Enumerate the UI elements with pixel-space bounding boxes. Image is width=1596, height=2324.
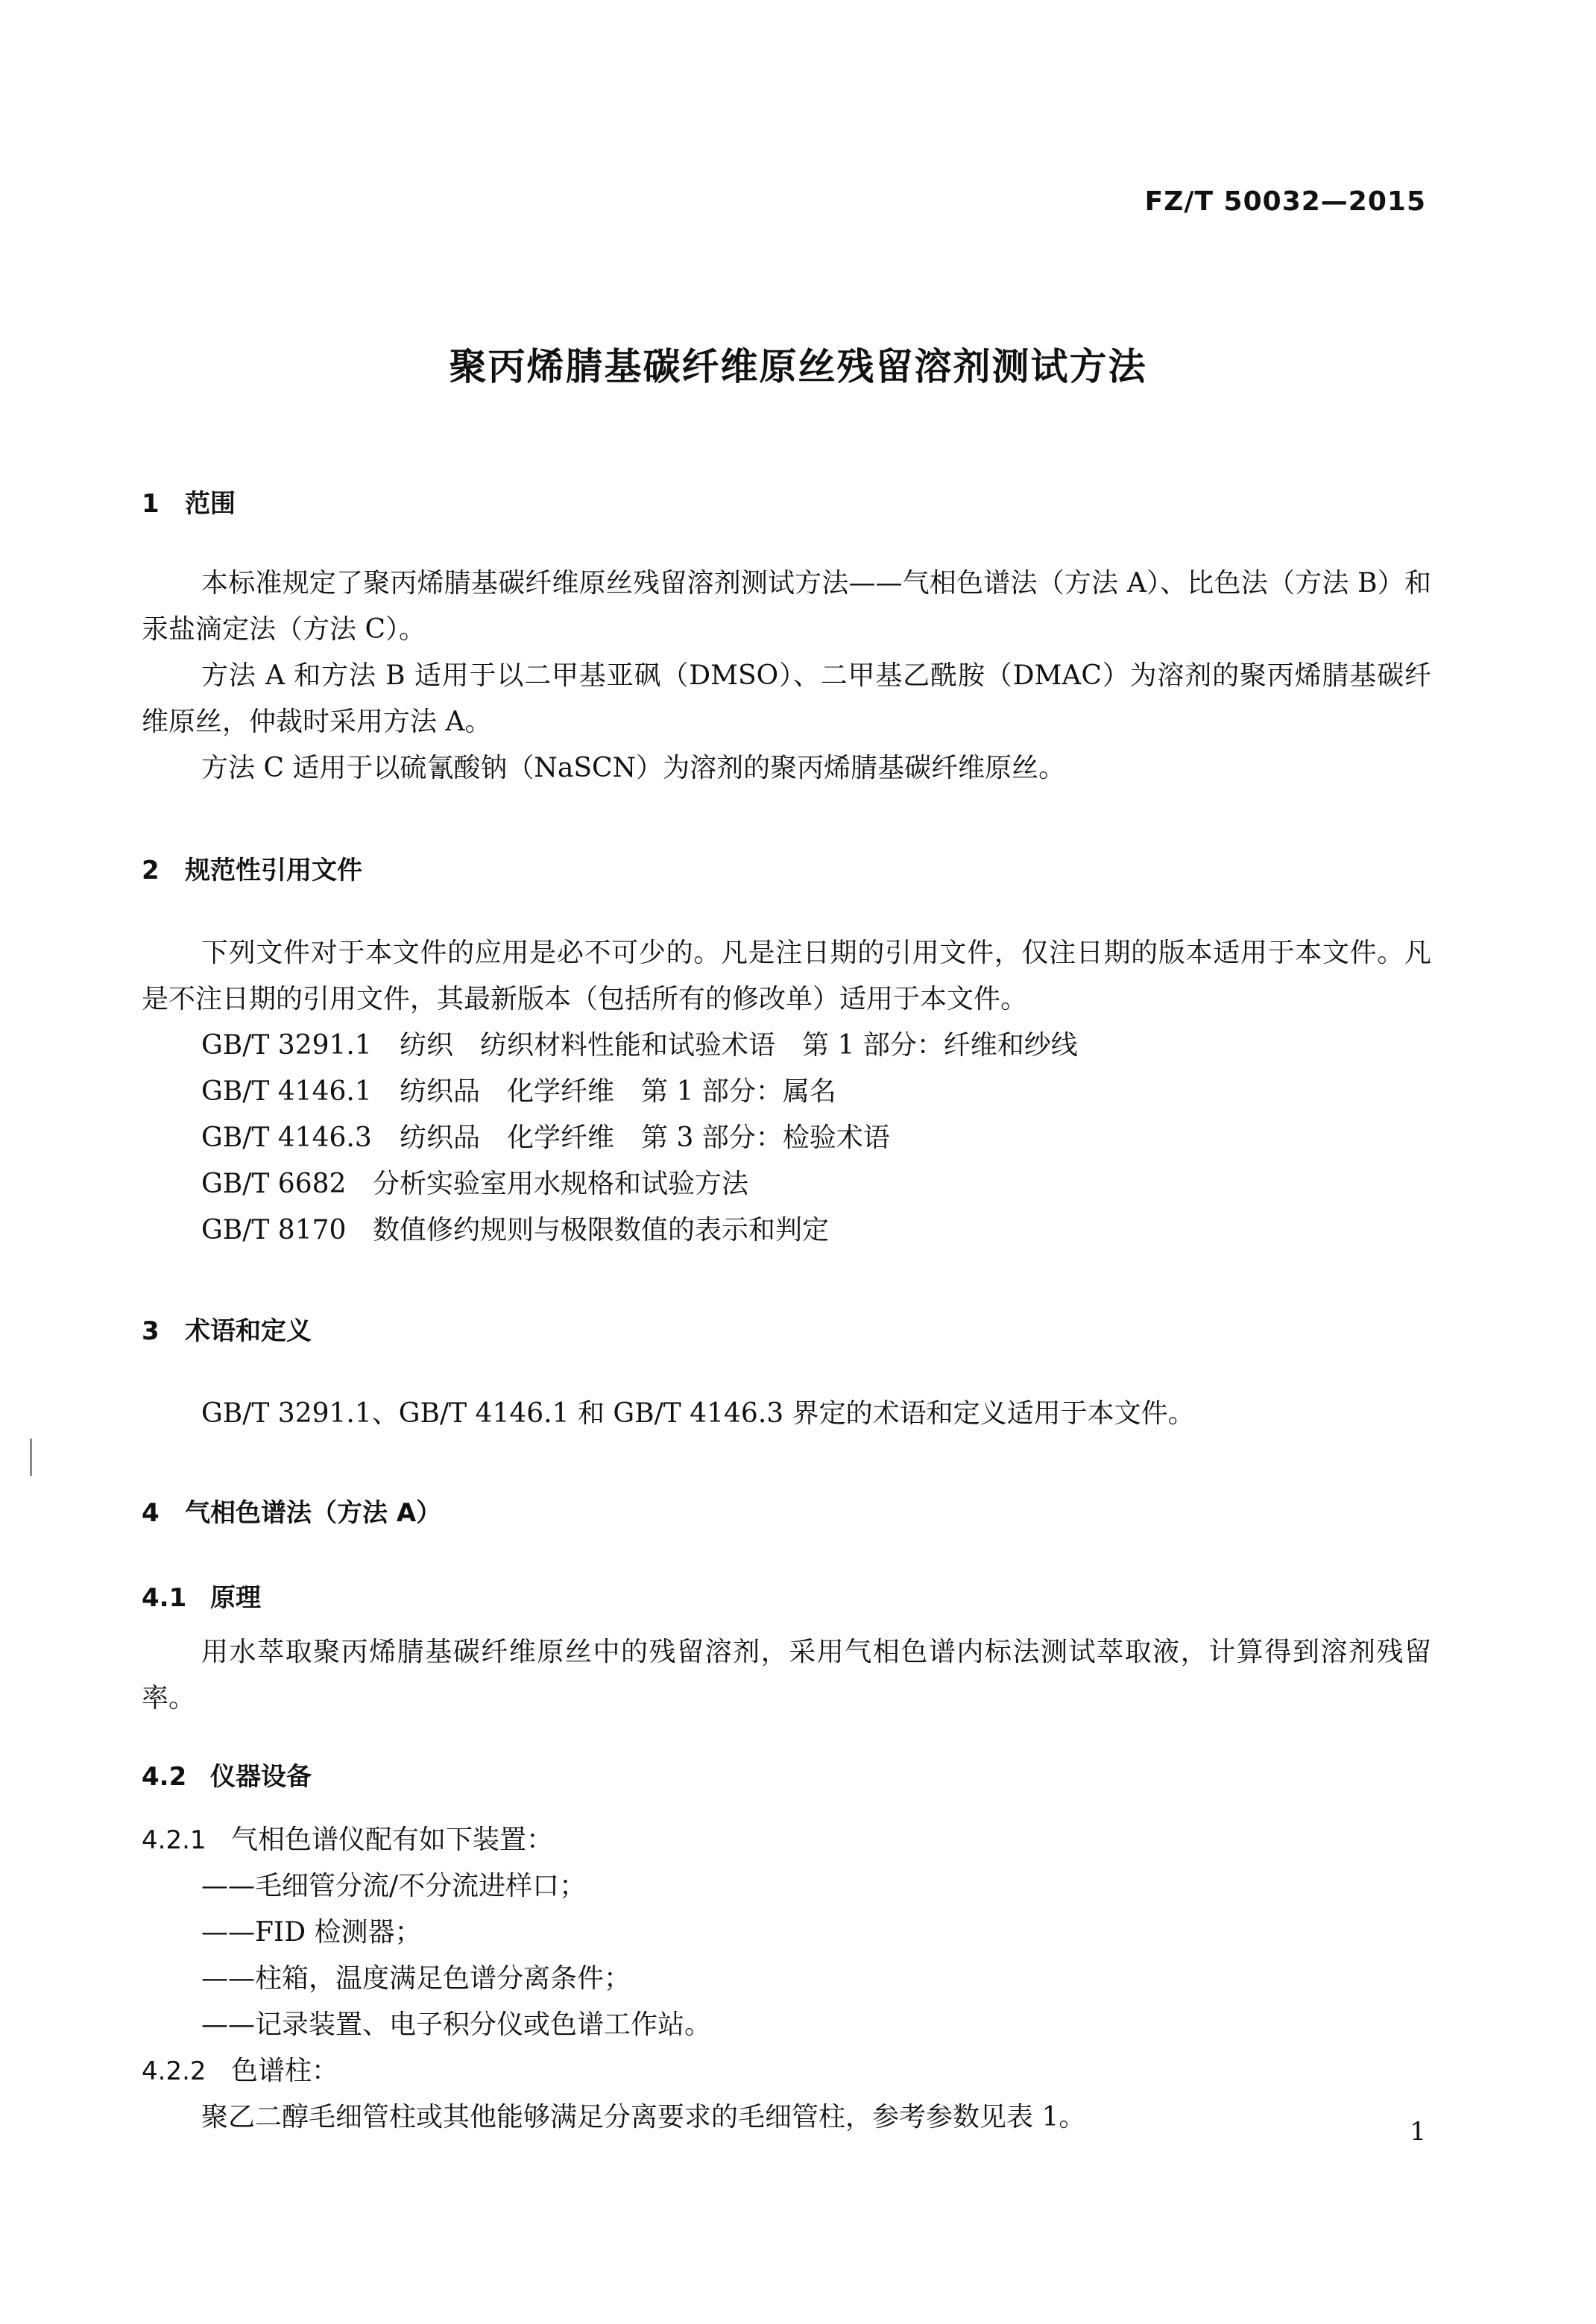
section-title: 规范性引用文件 xyxy=(185,856,362,885)
margin-mark xyxy=(30,1439,32,1476)
paragraph: 下列文件对于本文件的应用是必不可少的。凡是注日期的引用文件，仅注日期的版本适用于本文件。凡是不注日期的引用文件，其最新版本（包括所有的修改单）适用于本文件。 xyxy=(142,938,1431,1014)
section-4-2-body xyxy=(142,1817,1431,2141)
section-1-body xyxy=(142,561,1431,792)
reference-item: GB/T 3291.1 纺织 纺织材料性能和试验术语 第 1 部分：纤维和纱线 xyxy=(201,1030,1078,1061)
section-4 xyxy=(142,1492,1431,1529)
section-number: 1 xyxy=(142,489,160,519)
paragraph: 方法 C 适用于以硫氰酸钠（NaSCN）为溶剂的聚丙烯腈基碳纤维原丝。 xyxy=(201,753,1066,783)
section-3-body xyxy=(142,1391,1431,1437)
reference-item: GB/T 4146.1 纺织品 化学纤维 第 1 部分：属名 xyxy=(201,1076,836,1107)
section-2 xyxy=(142,850,1431,886)
section-title: 原理 xyxy=(210,1583,261,1613)
section-3 xyxy=(142,1310,1431,1347)
clause-4-2-2: 4.2.2 色谱柱： xyxy=(142,2056,339,2086)
section-1 xyxy=(142,483,1431,520)
section-3-heading xyxy=(142,1310,1431,1347)
section-4-1-body xyxy=(142,1629,1431,1722)
section-title: 气相色谱法（方法 A） xyxy=(185,1498,442,1528)
section-number: 4.1 xyxy=(142,1583,187,1613)
section-1-heading xyxy=(142,483,1431,520)
list-item: ——柱箱，温度满足色谱分离条件； xyxy=(201,1963,631,1994)
paragraph: 聚乙二醇毛细管柱或其他能够满足分离要求的毛细管柱，参考参数见表 1。 xyxy=(201,2102,1086,2132)
paragraph: 方法 A 和方法 B 适用于以二甲基亚砜（DMSO）、二甲基乙酰胺（DMAC）为溶剂的聚丙烯腈基碳纤维原丝，仲裁时采用方法 A。 xyxy=(142,660,1431,737)
list-item: ——FID 检测器； xyxy=(201,1917,422,1948)
section-title: 范围 xyxy=(185,489,236,519)
reference-item: GB/T 6682 分析实验室用水规格和试验方法 xyxy=(201,1169,749,1199)
paragraph: GB/T 3291.1、GB/T 4146.1 和 GB/T 4146.3 界定的术语和定义适用于本文件。 xyxy=(201,1398,1195,1429)
paragraph: 本标准规定了聚丙烯腈基碳纤维原丝残留溶剂测试方法——气相色谱法（方法 A）、比色法（方法 B）和汞盐滴定法（方法 C）。 xyxy=(142,568,1431,645)
paragraph: 用水萃取聚丙烯腈基碳纤维原丝中的残留溶剂，采用气相色谱内标法测试萃取液，计算得到溶剂残留率。 xyxy=(142,1637,1431,1714)
section-number: 4.2 xyxy=(142,1762,187,1792)
section-title: 仪器设备 xyxy=(210,1762,312,1792)
section-4-1-heading xyxy=(142,1577,1431,1614)
reference-item: GB/T 8170 数值修约规则与极限数值的表示和判定 xyxy=(201,1215,830,1245)
list-item: ——记录装置、电子积分仪或色谱工作站。 xyxy=(201,2009,712,2040)
section-4-heading xyxy=(142,1492,1431,1529)
section-title: 术语和定义 xyxy=(185,1316,312,1346)
section-number: 3 xyxy=(142,1316,160,1346)
clause-4-2-1: 4.2.1 气相色谱仪配有如下装置： xyxy=(142,1825,554,1855)
section-4-1 xyxy=(142,1577,1431,1614)
standard-code: FZ/T 50032—2015 xyxy=(1144,186,1426,217)
document-title: 聚丙烯腈基碳纤维原丝残留溶剂测试方法 xyxy=(449,345,1147,388)
section-number: 4 xyxy=(142,1498,160,1528)
section-2-body xyxy=(142,930,1431,1254)
list-item: ——毛细管分流/不分流进样口； xyxy=(201,1871,587,1901)
reference-item: GB/T 4146.3 纺织品 化学纤维 第 3 部分：检验术语 xyxy=(201,1122,890,1153)
section-number: 2 xyxy=(142,856,160,885)
page-number: 1 xyxy=(1410,2117,1426,2147)
section-2-heading xyxy=(142,850,1431,886)
section-4-2 xyxy=(142,1756,1431,1793)
section-4-2-heading xyxy=(142,1756,1431,1793)
